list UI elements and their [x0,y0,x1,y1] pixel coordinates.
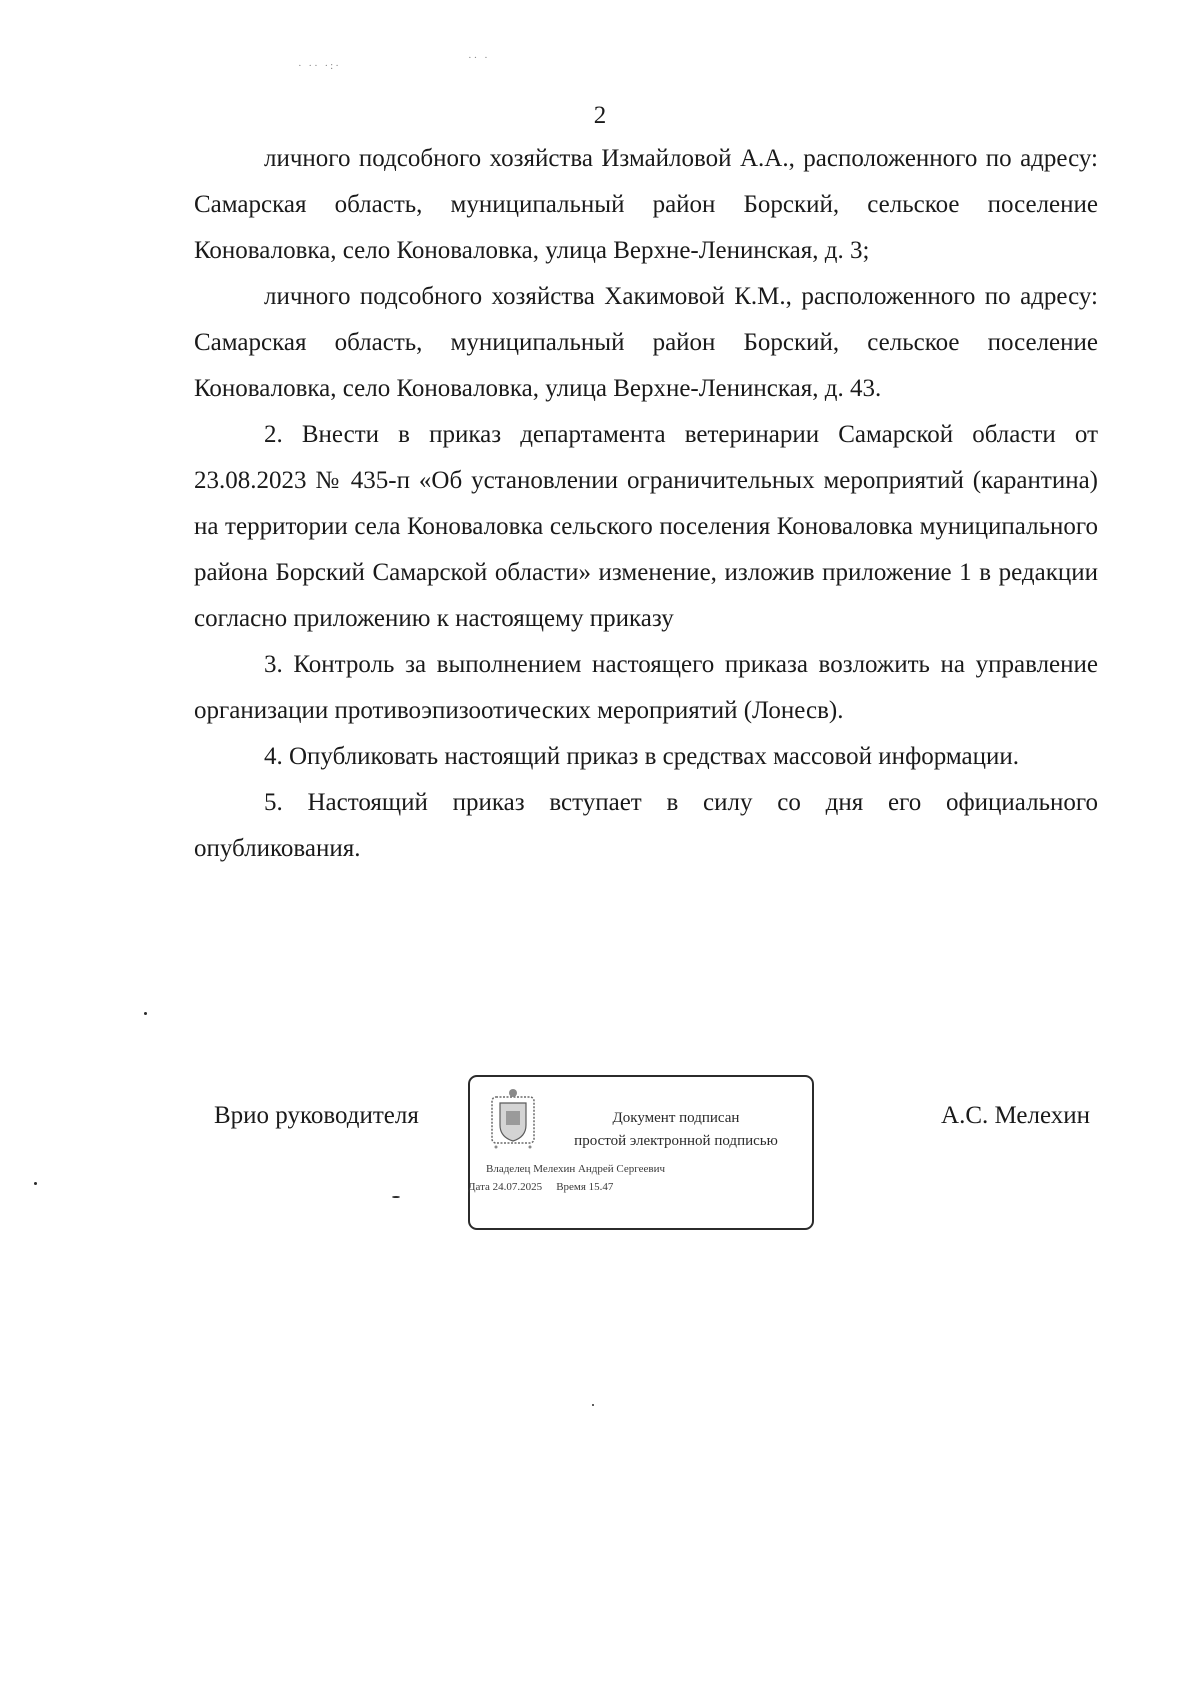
signatory-name: А.С. Мелехин [941,1102,1090,1129]
scan-artifact [392,1196,400,1198]
electronic-signature-stamp [468,1075,814,1230]
scan-artifact [592,1404,594,1406]
esignature-datetime [468,1181,613,1193]
paragraph: 3. Контроль за выполнением настоящего приказа возложить на управление организации противоэпизоотических мероприятий (Лонесв). [194,651,1098,724]
esignature-title [546,1107,806,1153]
page-number: 2 [593,102,607,129]
paragraph: 2. Внести в приказ департамента ветеринарии Самарской области от 23.08.2023 № 435-п «Об установлении ограничительных мероприятий (карантина) на территории села Коноваловка сельского поселения Коноваловка муниципального района Борский Самарской области» изменение, изложив приложение 1 в редакции согласно приложению к настоящему приказу [194,421,1098,632]
esignature-date: Дата 24.07.2025 [468,1181,543,1193]
paragraph: личного подсобного хозяйства Хакимовой К.М., расположенного по адресу: Самарская область, муниципальный район Борский, сельское поселение Коноваловка, село Коноваловка, улица Верхне-Ленинская, д. 43. [194,283,1098,402]
paragraph: 4. Опубликовать настоящий приказ в средствах массовой информации. [264,743,1020,770]
paragraph: личного подсобного хозяйства Измайловой А.А., расположенного по адресу: Самарская область, муниципальный район Борский, сельское поселение Коноваловка, село Коноваловка, улица Верхне-Ленинская, д. 3; [194,145,1098,264]
scan-artifact: · ·· ·:· [298,60,341,72]
scan-artifact [34,1182,37,1185]
coat-of-arms-icon [488,1087,538,1151]
signatory-position: Врио руководителя [214,1102,419,1129]
scan-artifact [144,1012,147,1015]
esignature-owner: Владелец Мелехин Андрей Сергеевич [486,1163,666,1175]
esignature-title-line1: Документ подписан [612,1110,740,1126]
esignature-title-line2: простой электронной подписью [574,1133,778,1149]
scan-artifact: ·· · [468,52,490,64]
document-body [194,136,1098,872]
paragraph: 5. Настоящий приказ вступает в силу со дня его официального опубликования. [194,789,1098,862]
esignature-time: Время 15.47 [556,1181,614,1193]
